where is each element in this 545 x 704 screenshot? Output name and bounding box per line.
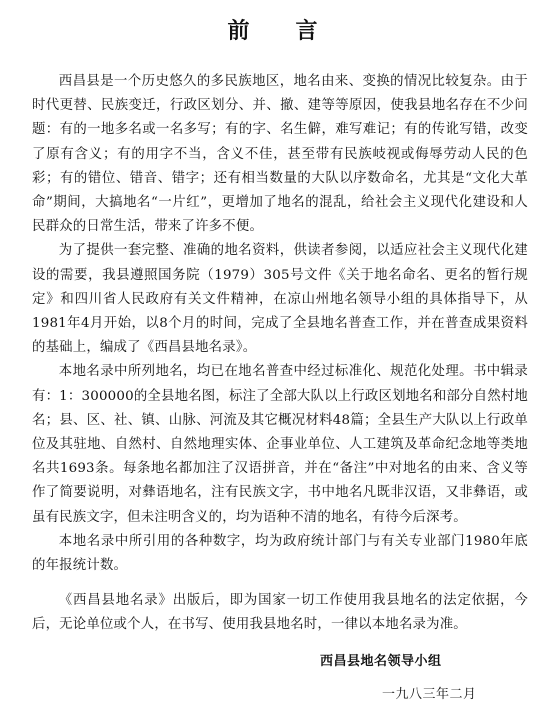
signature: 西昌县地名领导小组 <box>320 654 442 669</box>
paragraph-3: 本地名录中所列地名，均已在地名普查中经过标准化、规范化处理。书中辑录有：1：300000的全县地名图，标注了全部大队以上行政区划地名和部分自然村地名；县、区、社、镇、山脉、河流及其它概况材料48篇；全县生产大队以上行政单位及其驻地、自然村、自然地理实体、企事业单位、人工建筑及革命纪念地等类地名共1693条。每条地名都加注了汉语拼音，并在“备注”中对地名的由来、含义等作了简要说明，对彝语地名，注有民族文字，书中地名凡既非汉语，又非彝语，或虽有民族文字，但未注明含义的，均为语种不清的地名，有待今后深考。 <box>32 364 528 525</box>
paragraph-1: 西昌县是一个历史悠久的多民族地区，地名由来、变换的情况比较复杂。由于时代更替、民族变迁，行政区划分、并、撤、建等等原因，使我县地名存在不少问题：有的一地多名或一名多写；有的字、名生僻，难写难记；有的传讹写错，改变了原有含义；有的用字不当，含义不佳，甚至带有民族岐视或侮辱劳动人民的色彩；有的错位、错音、错字；还有相当数量的大队以序数命名，尤其是“文化大革命”期间，大搞地名“一片红”，更增加了地名的混乱，给社会主义现代化建设和人民群众的日常生活，带来了许多不便。 <box>32 74 528 235</box>
paragraph-4: 本地名录中所引用的各种数字，均为政府统计部门与有关专业部门1980年底的年报统计数。 <box>32 533 528 574</box>
date: 一九八三年二月 <box>382 687 477 702</box>
page-title: 前言 <box>227 19 364 44</box>
paragraph-2: 为了提供一套完整、准确的地名资料，供读者参阅，以适应社会主义现代化建设的需要，我县遵照国务院（1979）305号文件《关于地名命名、更名的暂行规定》和四川省人民政府有关文件精神，在凉山州地名领导小组的具体指导下，从1981年4月开始，以8个月的时间，完成了全县地名普查工作，并在普查成果资料的基础上，编成了《西昌县地名录》。 <box>32 243 528 356</box>
paragraph-5: 《西昌县地名录》出版后，即为国家一切工作使用我县地名的法定依据，今后，无论单位或个人，在书写、使用我县地名时，一律以本地名录为准。 <box>32 593 528 633</box>
body-text <box>32 70 528 638</box>
